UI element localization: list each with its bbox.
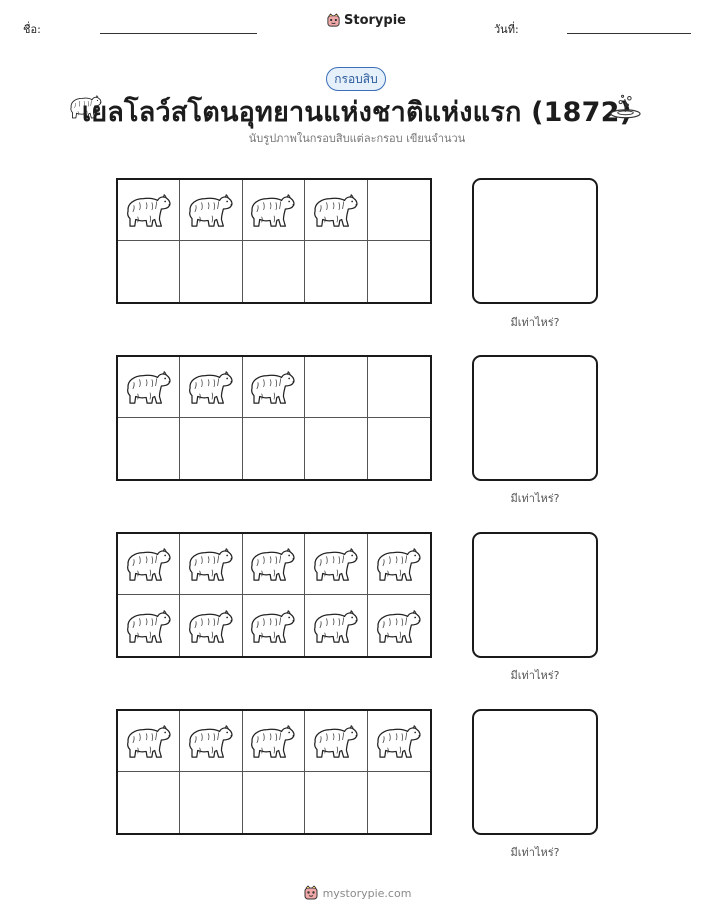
frame-cell [118,595,180,656]
frame-cell [305,534,367,595]
instructions: นับรูปภาพในกรอบสิบแต่ละกรอบ เขียนจำนวน [248,132,466,145]
bear-icon [249,722,297,760]
frame-cell [368,180,430,241]
bear-icon [249,545,297,583]
footer-url[interactable]: mystorypie.com [322,886,412,900]
bear-icon [187,722,235,760]
frame-cell [305,357,367,418]
category-tag: กรอบสิบ [326,67,386,91]
frame-cell [243,357,305,418]
page-title: เยลโลว์สโตนอุทยานแห่งชาติแห่งแรก (1872) [81,97,633,128]
how-many-label-1: มีเท่าไหร่? [510,316,560,329]
geyser-icon [609,93,642,119]
bear-icon [187,545,235,583]
frame-cell [118,772,180,833]
frame-cell [180,180,242,241]
frame-cell [305,711,367,772]
storypie-logo-icon [303,885,319,901]
bear-icon [187,191,235,229]
bear-icon [125,191,173,229]
frame-cell [118,180,180,241]
answer-box-3[interactable] [472,532,598,658]
how-many-label-3: มีเท่าไหร่? [510,669,560,682]
date-label: วันที่: [494,23,519,36]
frame-cell [243,418,305,479]
frame-cell [368,418,430,479]
frame-cell [368,772,430,833]
brand-logo [326,13,406,28]
frame-cell [180,595,242,656]
bear-icon [375,722,423,760]
ten-frame-3 [116,532,432,658]
ten-frame-4 [116,709,432,835]
how-many-label-2: มีเท่าไหร่? [510,492,560,505]
bear-icon [312,545,360,583]
frame-cell [118,357,180,418]
bear-icon [312,607,360,645]
frame-cell [305,595,367,656]
bear-icon [187,607,235,645]
answer-box-2[interactable] [472,355,598,481]
bear-icon [375,545,423,583]
bear-icon [125,607,173,645]
bear-icon [249,191,297,229]
frame-cell [118,418,180,479]
frame-cell [368,357,430,418]
bear-icon [375,607,423,645]
bear-icon [312,191,360,229]
frame-cell [180,772,242,833]
bear-icon [249,368,297,406]
frame-cell [243,241,305,302]
frame-cell [305,772,367,833]
frame-cell [180,241,242,302]
frame-cell [305,180,367,241]
bear-icon [125,368,173,406]
answer-box-1[interactable] [472,178,598,304]
frame-cell [118,534,180,595]
frame-cell [243,595,305,656]
bear-icon [312,722,360,760]
frame-cell [368,595,430,656]
frame-cell [305,241,367,302]
bear-icon [125,722,173,760]
frame-cell [368,711,430,772]
storypie-logo-icon [326,13,341,28]
frame-cell [368,534,430,595]
frame-cell [180,711,242,772]
bear-icon [187,368,235,406]
date-line[interactable] [567,33,691,34]
frame-cell [243,534,305,595]
ten-frame-2 [116,355,432,481]
footer [0,885,714,901]
frame-cell [118,241,180,302]
frame-cell [180,534,242,595]
frame-cell [180,418,242,479]
how-many-label-4: มีเท่าไหร่? [510,846,560,859]
frame-cell [243,180,305,241]
answer-box-4[interactable] [472,709,598,835]
frame-cell [368,241,430,302]
frame-cell [305,418,367,479]
brand-name: Storypie [344,13,406,28]
name-line[interactable] [100,33,257,34]
frame-cell [180,357,242,418]
bear-icon [125,545,173,583]
frame-cell [118,711,180,772]
ten-frame-1 [116,178,432,304]
frame-cell [243,711,305,772]
name-label: ชื่อ: [23,23,41,36]
bear-icon [249,607,297,645]
frame-cell [243,772,305,833]
